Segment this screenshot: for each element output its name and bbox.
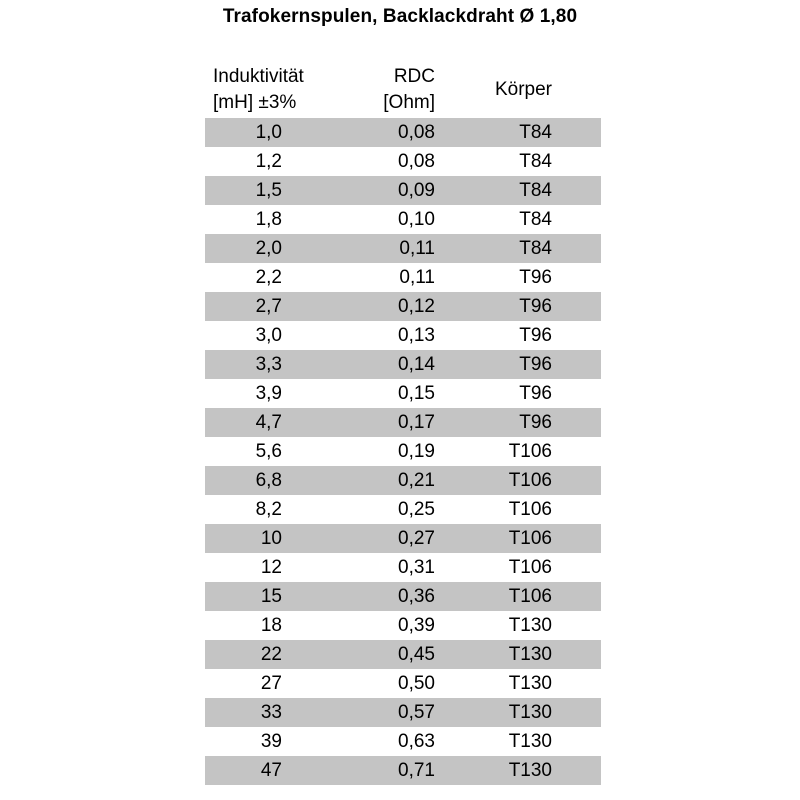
table-row <box>205 234 601 263</box>
cell-body: T130 <box>508 731 552 752</box>
cell-rdc: 0,08 <box>398 122 435 143</box>
cell-inductance: 10 <box>260 528 282 549</box>
cell-inductance: 4,7 <box>255 412 282 433</box>
cell-inductance: 8,2 <box>255 499 282 520</box>
cell-inductance: 22 <box>260 644 282 665</box>
cell-rdc: 0,45 <box>398 644 435 665</box>
cell-body: T130 <box>508 673 552 694</box>
table-row <box>205 321 601 350</box>
cell-rdc: 0,63 <box>398 731 435 752</box>
cell-body: T106 <box>508 499 552 520</box>
cell-inductance: 39 <box>260 731 282 752</box>
cell-body: T106 <box>508 528 552 549</box>
table-row <box>205 379 601 408</box>
cell-rdc: 0,10 <box>398 209 435 230</box>
table-row <box>205 553 601 582</box>
table-row <box>205 727 601 756</box>
cell-inductance: 33 <box>260 702 282 723</box>
header-rdc <box>315 64 435 116</box>
cell-rdc: 0,13 <box>398 325 435 346</box>
cell-body: T106 <box>508 441 552 462</box>
cell-body: T96 <box>519 325 552 346</box>
header-body <box>452 77 552 103</box>
cell-inductance: 47 <box>260 760 282 781</box>
cell-rdc: 0,19 <box>398 441 435 462</box>
cell-rdc: 0,36 <box>398 586 435 607</box>
table-row <box>205 756 601 785</box>
cell-body: T84 <box>519 151 552 172</box>
cell-inductance: 3,3 <box>255 354 282 375</box>
cell-inductance: 1,0 <box>255 122 282 143</box>
cell-inductance: 1,8 <box>255 209 282 230</box>
cell-body: T130 <box>508 702 552 723</box>
cell-inductance: 3,9 <box>255 383 282 404</box>
cell-rdc: 0,21 <box>398 470 435 491</box>
cell-rdc: 0,57 <box>398 702 435 723</box>
cell-inductance: 3,0 <box>255 325 282 346</box>
cell-rdc: 0,25 <box>398 499 435 520</box>
table-row <box>205 437 601 466</box>
cell-inductance: 15 <box>260 586 282 607</box>
cell-rdc: 0,71 <box>398 760 435 781</box>
table-row <box>205 263 601 292</box>
header-body-label: Körper <box>494 79 552 100</box>
cell-inductance: 2,0 <box>255 238 282 259</box>
cell-body: T106 <box>508 557 552 578</box>
data-table <box>205 118 601 785</box>
cell-rdc: 0,08 <box>398 151 435 172</box>
cell-body: T106 <box>508 586 552 607</box>
table-row <box>205 466 601 495</box>
cell-rdc: 0,31 <box>398 557 435 578</box>
cell-rdc: 0,14 <box>398 354 435 375</box>
cell-body: T106 <box>508 470 552 491</box>
cell-inductance: 12 <box>260 557 282 578</box>
table-row <box>205 205 601 234</box>
cell-body: T96 <box>519 354 552 375</box>
cell-body: T84 <box>519 180 552 201</box>
table-row <box>205 495 601 524</box>
table-row <box>205 176 601 205</box>
cell-rdc: 0,50 <box>398 673 435 694</box>
cell-rdc: 0,11 <box>399 238 435 259</box>
header-rdc-label: RDC <box>393 66 435 87</box>
cell-inductance: 18 <box>260 615 282 636</box>
cell-inductance: 5,6 <box>255 441 282 462</box>
table-row <box>205 640 601 669</box>
cell-body: T130 <box>508 644 552 665</box>
cell-body: T96 <box>519 383 552 404</box>
cell-rdc: 0,11 <box>399 267 435 288</box>
cell-inductance: 2,7 <box>255 296 282 317</box>
header-rdc-unit: [Ohm] <box>383 92 435 113</box>
cell-body: T130 <box>508 615 552 636</box>
cell-rdc: 0,17 <box>398 412 435 433</box>
cell-inductance: 6,8 <box>255 470 282 491</box>
cell-inductance: 2,2 <box>255 267 282 288</box>
cell-rdc: 0,12 <box>398 296 435 317</box>
table-row <box>205 292 601 321</box>
cell-rdc: 0,27 <box>398 528 435 549</box>
table-header <box>205 64 601 118</box>
header-inductance-unit: [mH] ±3% <box>213 92 297 113</box>
table-row <box>205 698 601 727</box>
cell-body: T84 <box>519 238 552 259</box>
cell-body: T96 <box>519 412 552 433</box>
table-row <box>205 350 601 379</box>
cell-body: T130 <box>508 760 552 781</box>
cell-rdc: 0,15 <box>398 383 435 404</box>
cell-rdc: 0,39 <box>398 615 435 636</box>
table-row <box>205 582 601 611</box>
table-row <box>205 524 601 553</box>
table-row <box>205 408 601 437</box>
cell-inductance: 1,2 <box>255 151 282 172</box>
cell-body: T96 <box>519 267 552 288</box>
cell-inductance: 1,5 <box>255 180 282 201</box>
header-inductance-label: Induktivität <box>213 66 304 87</box>
cell-rdc: 0,09 <box>398 180 435 201</box>
cell-body: T84 <box>519 122 552 143</box>
cell-body: T96 <box>519 296 552 317</box>
cell-body: T84 <box>519 209 552 230</box>
table-row <box>205 147 601 176</box>
page-title: Trafokernspulen, Backlackdraht Ø 1,80 <box>222 6 578 27</box>
table-row <box>205 118 601 147</box>
table-row <box>205 669 601 698</box>
table-row <box>205 611 601 640</box>
cell-inductance: 27 <box>260 673 282 694</box>
